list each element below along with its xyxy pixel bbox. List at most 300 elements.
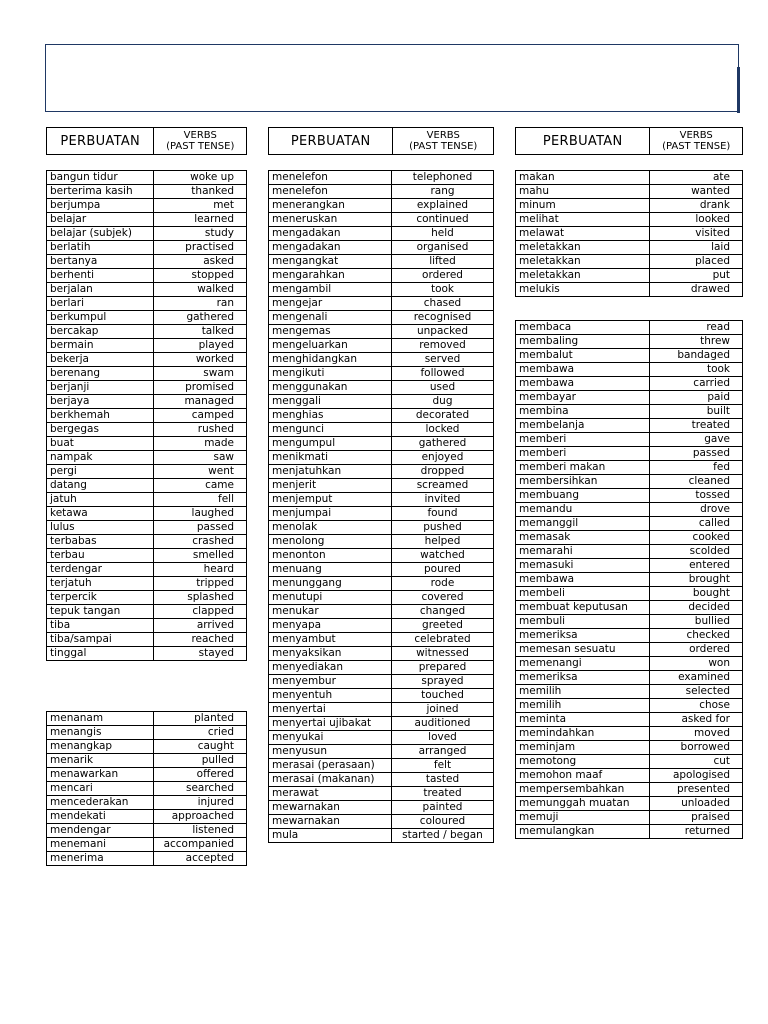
- malay-verb: membayar: [516, 391, 650, 405]
- english-past-tense: put: [650, 269, 743, 283]
- malay-verb: menanam: [47, 712, 154, 726]
- table-row: [269, 703, 494, 717]
- english-past-tense: organised: [392, 241, 494, 255]
- english-past-tense: bullied: [650, 615, 743, 629]
- table-row: [516, 727, 743, 741]
- malay-verb: memasak: [516, 531, 650, 545]
- english-past-tense: rang: [392, 185, 494, 199]
- english-past-tense: cried: [154, 726, 247, 740]
- malay-verb: menangis: [47, 726, 154, 740]
- english-past-tense: helped: [392, 535, 494, 549]
- header-perbuatan: PERBUATAN: [516, 128, 650, 154]
- english-past-tense: explained: [392, 199, 494, 213]
- table-row: [516, 573, 743, 587]
- table-row: [269, 507, 494, 521]
- english-past-tense: fed: [650, 461, 743, 475]
- malay-verb: memunggah muatan: [516, 797, 650, 811]
- english-past-tense: asked: [154, 255, 247, 269]
- malay-verb: membuli: [516, 615, 650, 629]
- table-row: [47, 325, 247, 339]
- english-past-tense: watched: [392, 549, 494, 563]
- malay-verb: memandu: [516, 503, 650, 517]
- malay-verb: buat: [47, 437, 154, 451]
- table-row: [269, 269, 494, 283]
- english-past-tense: sprayed: [392, 675, 494, 689]
- table-row: [269, 353, 494, 367]
- malay-verb: membawa: [516, 377, 650, 391]
- malay-verb: memulangkan: [516, 825, 650, 839]
- malay-verb: mengadakan: [269, 241, 392, 255]
- verb-table-col3-b: [515, 320, 743, 839]
- table-row: [269, 647, 494, 661]
- table-row: [269, 423, 494, 437]
- english-past-tense: ate: [650, 171, 743, 185]
- english-past-tense: cleaned: [650, 475, 743, 489]
- english-past-tense: practised: [154, 241, 247, 255]
- malay-verb: menjerit: [269, 479, 392, 493]
- table-row: [516, 601, 743, 615]
- malay-verb: ketawa: [47, 507, 154, 521]
- english-past-tense: promised: [154, 381, 247, 395]
- table-row: [47, 591, 247, 605]
- malay-verb: mengikuti: [269, 367, 392, 381]
- malay-verb: mengambil: [269, 283, 392, 297]
- table-row: [47, 521, 247, 535]
- table-row: [269, 213, 494, 227]
- verb-table-col1-a: [46, 170, 247, 661]
- table-row: [516, 531, 743, 545]
- malay-verb: mengeluarkan: [269, 339, 392, 353]
- table-row: [47, 507, 247, 521]
- english-past-tense: dug: [392, 395, 494, 409]
- english-past-tense: touched: [392, 689, 494, 703]
- malay-verb: memberi: [516, 433, 650, 447]
- english-past-tense: searched: [154, 782, 247, 796]
- table-row: [47, 213, 247, 227]
- table-row: [516, 213, 743, 227]
- english-past-tense: went: [154, 465, 247, 479]
- table-row: [269, 227, 494, 241]
- english-past-tense: pulled: [154, 754, 247, 768]
- malay-verb: mempersembahkan: [516, 783, 650, 797]
- english-past-tense: locked: [392, 423, 494, 437]
- malay-verb: tiba/sampai: [47, 633, 154, 647]
- english-past-tense: followed: [392, 367, 494, 381]
- malay-verb: mewarnakan: [269, 815, 392, 829]
- table-row: [269, 759, 494, 773]
- table-row: [269, 451, 494, 465]
- english-past-tense: drove: [650, 503, 743, 517]
- malay-verb: berkumpul: [47, 311, 154, 325]
- table-row: [516, 769, 743, 783]
- malay-verb: meletakkan: [516, 241, 650, 255]
- english-past-tense: praised: [650, 811, 743, 825]
- table-row: [516, 255, 743, 269]
- table-row: [516, 755, 743, 769]
- english-past-tense: joined: [392, 703, 494, 717]
- english-past-tense: screamed: [392, 479, 494, 493]
- malay-verb: membaca: [516, 321, 650, 335]
- english-past-tense: borrowed: [650, 741, 743, 755]
- header-past-label: (PAST TENSE): [662, 141, 731, 152]
- malay-verb: minum: [516, 199, 650, 213]
- malay-verb: memeriksa: [516, 671, 650, 685]
- table-row: [269, 255, 494, 269]
- table-row: [516, 405, 743, 419]
- table-row: [47, 353, 247, 367]
- english-past-tense: approached: [154, 810, 247, 824]
- header-verbs-label: VERBS: [426, 130, 460, 141]
- english-past-tense: prepared: [392, 661, 494, 675]
- table-row: [269, 241, 494, 255]
- english-past-tense: caught: [154, 740, 247, 754]
- malay-verb: tinggal: [47, 647, 154, 661]
- table-row: [516, 629, 743, 643]
- header-col2: [268, 127, 494, 155]
- english-past-tense: stopped: [154, 269, 247, 283]
- table-row: [47, 185, 247, 199]
- table-row: [516, 615, 743, 629]
- english-past-tense: tripped: [154, 577, 247, 591]
- table-row: [47, 535, 247, 549]
- header-verbs: [650, 128, 742, 154]
- english-past-tense: moved: [650, 727, 743, 741]
- table-row: [47, 852, 247, 866]
- table-row: [47, 577, 247, 591]
- table-row: [47, 796, 247, 810]
- table-row: [47, 241, 247, 255]
- verb-table-col1-b: [46, 711, 247, 866]
- malay-verb: membalut: [516, 349, 650, 363]
- malay-verb: memohon maaf: [516, 769, 650, 783]
- english-past-tense: gathered: [392, 437, 494, 451]
- english-past-tense: threw: [650, 335, 743, 349]
- english-past-tense: ordered: [650, 643, 743, 657]
- malay-verb: nampak: [47, 451, 154, 465]
- malay-verb: memanggil: [516, 517, 650, 531]
- malay-verb: menyusun: [269, 745, 392, 759]
- table-row: [47, 297, 247, 311]
- table-row: [47, 633, 247, 647]
- english-past-tense: coloured: [392, 815, 494, 829]
- malay-verb: memberi makan: [516, 461, 650, 475]
- table-row: [269, 171, 494, 185]
- table-row: [47, 269, 247, 283]
- english-past-tense: offered: [154, 768, 247, 782]
- header-verbs-label: VERBS: [183, 130, 217, 141]
- malay-verb: mencari: [47, 782, 154, 796]
- malay-verb: makan: [516, 171, 650, 185]
- malay-verb: menerangkan: [269, 199, 392, 213]
- english-past-tense: accompanied: [154, 838, 247, 852]
- english-past-tense: drawed: [650, 283, 743, 297]
- table-row: [47, 838, 247, 852]
- table-row: [269, 311, 494, 325]
- table-row: [516, 587, 743, 601]
- table-row: [269, 297, 494, 311]
- malay-verb: menyertai: [269, 703, 392, 717]
- english-past-tense: decorated: [392, 409, 494, 423]
- table-row: [269, 409, 494, 423]
- malay-verb: menggali: [269, 395, 392, 409]
- malay-verb: bermain: [47, 339, 154, 353]
- english-past-tense: read: [650, 321, 743, 335]
- table-row: [516, 545, 743, 559]
- english-past-tense: tasted: [392, 773, 494, 787]
- malay-verb: terdengar: [47, 563, 154, 577]
- header-past-label: (PAST TENSE): [409, 141, 478, 152]
- malay-verb: menghias: [269, 409, 392, 423]
- table-row: [516, 489, 743, 503]
- table-row: [47, 437, 247, 451]
- english-past-tense: entered: [650, 559, 743, 573]
- english-past-tense: dropped: [392, 465, 494, 479]
- english-past-tense: heard: [154, 563, 247, 577]
- table-row: [516, 559, 743, 573]
- english-past-tense: found: [392, 507, 494, 521]
- table-row: [516, 283, 743, 297]
- table-row: [47, 619, 247, 633]
- malay-verb: menyentuh: [269, 689, 392, 703]
- english-past-tense: called: [650, 517, 743, 531]
- english-past-tense: stayed: [154, 647, 247, 661]
- malay-verb: jatuh: [47, 493, 154, 507]
- table-row: [516, 783, 743, 797]
- malay-verb: mahu: [516, 185, 650, 199]
- malay-verb: menutupi: [269, 591, 392, 605]
- table-row: [516, 185, 743, 199]
- malay-verb: menjatuhkan: [269, 465, 392, 479]
- table-row: [516, 199, 743, 213]
- malay-verb: memarahi: [516, 545, 650, 559]
- table-row: [269, 367, 494, 381]
- table-row: [269, 605, 494, 619]
- table-row: [516, 685, 743, 699]
- english-past-tense: drank: [650, 199, 743, 213]
- malay-verb: mencederakan: [47, 796, 154, 810]
- malay-verb: datang: [47, 479, 154, 493]
- english-past-tense: removed: [392, 339, 494, 353]
- malay-verb: menelefon: [269, 171, 392, 185]
- table-row: [516, 503, 743, 517]
- malay-verb: berjanji: [47, 381, 154, 395]
- malay-verb: membersihkan: [516, 475, 650, 489]
- english-past-tense: used: [392, 381, 494, 395]
- malay-verb: menolong: [269, 535, 392, 549]
- malay-verb: berjumpa: [47, 199, 154, 213]
- malay-verb: menonton: [269, 549, 392, 563]
- malay-verb: meminta: [516, 713, 650, 727]
- malay-verb: meminjam: [516, 741, 650, 755]
- malay-verb: menyembur: [269, 675, 392, 689]
- english-past-tense: laughed: [154, 507, 247, 521]
- malay-verb: berterima kasih: [47, 185, 154, 199]
- table-row: [47, 409, 247, 423]
- english-past-tense: invited: [392, 493, 494, 507]
- table-row: [269, 689, 494, 703]
- english-past-tense: made: [154, 437, 247, 451]
- english-past-tense: arrived: [154, 619, 247, 633]
- malay-verb: mengadakan: [269, 227, 392, 241]
- table-row: [516, 377, 743, 391]
- english-past-tense: changed: [392, 605, 494, 619]
- table-row: [47, 810, 247, 824]
- table-row: [269, 787, 494, 801]
- english-past-tense: fell: [154, 493, 247, 507]
- table-row: [269, 829, 494, 843]
- english-past-tense: rushed: [154, 423, 247, 437]
- english-past-tense: accepted: [154, 852, 247, 866]
- malay-verb: bercakap: [47, 325, 154, 339]
- english-past-tense: gathered: [154, 311, 247, 325]
- table-row: [516, 461, 743, 475]
- table-row: [47, 754, 247, 768]
- table-row: [47, 605, 247, 619]
- english-past-tense: presented: [650, 783, 743, 797]
- english-past-tense: bought: [650, 587, 743, 601]
- table-row: [516, 391, 743, 405]
- malay-verb: menikmati: [269, 451, 392, 465]
- english-past-tense: took: [392, 283, 494, 297]
- malay-verb: belajar (subjek): [47, 227, 154, 241]
- malay-verb: terbabas: [47, 535, 154, 549]
- header-col3: [515, 127, 743, 155]
- table-row: [269, 381, 494, 395]
- header-verbs-label: VERBS: [679, 130, 713, 141]
- malay-verb: lulus: [47, 521, 154, 535]
- english-past-tense: ordered: [392, 269, 494, 283]
- table-row: [516, 517, 743, 531]
- malay-verb: mendengar: [47, 824, 154, 838]
- english-past-tense: played: [154, 339, 247, 353]
- english-past-tense: gave: [650, 433, 743, 447]
- malay-verb: meletakkan: [516, 255, 650, 269]
- english-past-tense: listened: [154, 824, 247, 838]
- table-row: [516, 475, 743, 489]
- table-row: [47, 740, 247, 754]
- malay-verb: berjaya: [47, 395, 154, 409]
- malay-verb: membelanja: [516, 419, 650, 433]
- malay-verb: menawarkan: [47, 768, 154, 782]
- malay-verb: terpercik: [47, 591, 154, 605]
- table-row: [516, 811, 743, 825]
- malay-verb: berhenti: [47, 269, 154, 283]
- english-past-tense: cut: [650, 755, 743, 769]
- malay-verb: terbau: [47, 549, 154, 563]
- malay-verb: memenangi: [516, 657, 650, 671]
- table-row: [516, 227, 743, 241]
- malay-verb: menghidangkan: [269, 353, 392, 367]
- malay-verb: memesan sesuatu: [516, 643, 650, 657]
- english-past-tense: scolded: [650, 545, 743, 559]
- table-row: [516, 447, 743, 461]
- english-past-tense: clapped: [154, 605, 247, 619]
- english-past-tense: crashed: [154, 535, 247, 549]
- table-row: [47, 712, 247, 726]
- english-past-tense: worked: [154, 353, 247, 367]
- malay-verb: memindahkan: [516, 727, 650, 741]
- malay-verb: memilih: [516, 685, 650, 699]
- malay-verb: tiba: [47, 619, 154, 633]
- malay-verb: membaling: [516, 335, 650, 349]
- table-row: [47, 199, 247, 213]
- table-row: [269, 773, 494, 787]
- malay-verb: terjatuh: [47, 577, 154, 591]
- table-row: [516, 699, 743, 713]
- table-row: [269, 549, 494, 563]
- english-past-tense: reached: [154, 633, 247, 647]
- english-past-tense: witnessed: [392, 647, 494, 661]
- english-past-tense: lifted: [392, 255, 494, 269]
- table-row: [47, 381, 247, 395]
- english-past-tense: visited: [650, 227, 743, 241]
- malay-verb: bertanya: [47, 255, 154, 269]
- malay-verb: memotong: [516, 755, 650, 769]
- english-past-tense: returned: [650, 825, 743, 839]
- english-past-tense: bandaged: [650, 349, 743, 363]
- english-past-tense: arranged: [392, 745, 494, 759]
- table-row: [269, 661, 494, 675]
- table-row: [516, 419, 743, 433]
- english-past-tense: enjoyed: [392, 451, 494, 465]
- table-row: [47, 227, 247, 241]
- english-past-tense: splashed: [154, 591, 247, 605]
- table-row: [516, 171, 743, 185]
- malay-verb: membawa: [516, 573, 650, 587]
- table-row: [47, 465, 247, 479]
- table-row: [269, 717, 494, 731]
- malay-verb: berkhemah: [47, 409, 154, 423]
- english-past-tense: won: [650, 657, 743, 671]
- malay-verb: mula: [269, 829, 392, 843]
- malay-verb: menyediakan: [269, 661, 392, 675]
- english-past-tense: woke up: [154, 171, 247, 185]
- table-row: [269, 395, 494, 409]
- table-row: [269, 479, 494, 493]
- english-past-tense: carried: [650, 377, 743, 391]
- table-row: [47, 768, 247, 782]
- table-row: [269, 493, 494, 507]
- english-past-tense: brought: [650, 573, 743, 587]
- malay-verb: bangun tidur: [47, 171, 154, 185]
- english-past-tense: examined: [650, 671, 743, 685]
- malay-verb: menyapa: [269, 619, 392, 633]
- malay-verb: menyertai ujibakat: [269, 717, 392, 731]
- english-past-tense: injured: [154, 796, 247, 810]
- english-past-tense: painted: [392, 801, 494, 815]
- english-past-tense: cooked: [650, 531, 743, 545]
- table-row: [269, 577, 494, 591]
- malay-verb: berenang: [47, 367, 154, 381]
- table-row: [269, 675, 494, 689]
- table-row: [47, 479, 247, 493]
- english-past-tense: felt: [392, 759, 494, 773]
- malay-verb: memilih: [516, 699, 650, 713]
- english-past-tense: asked for: [650, 713, 743, 727]
- malay-verb: berlatih: [47, 241, 154, 255]
- english-past-tense: served: [392, 353, 494, 367]
- english-past-tense: swam: [154, 367, 247, 381]
- table-row: [516, 797, 743, 811]
- table-row: [516, 825, 743, 839]
- english-past-tense: continued: [392, 213, 494, 227]
- malay-verb: pergi: [47, 465, 154, 479]
- table-row: [516, 713, 743, 727]
- table-row: [516, 643, 743, 657]
- malay-verb: melukis: [516, 283, 650, 297]
- table-row: [269, 801, 494, 815]
- english-past-tense: walked: [154, 283, 247, 297]
